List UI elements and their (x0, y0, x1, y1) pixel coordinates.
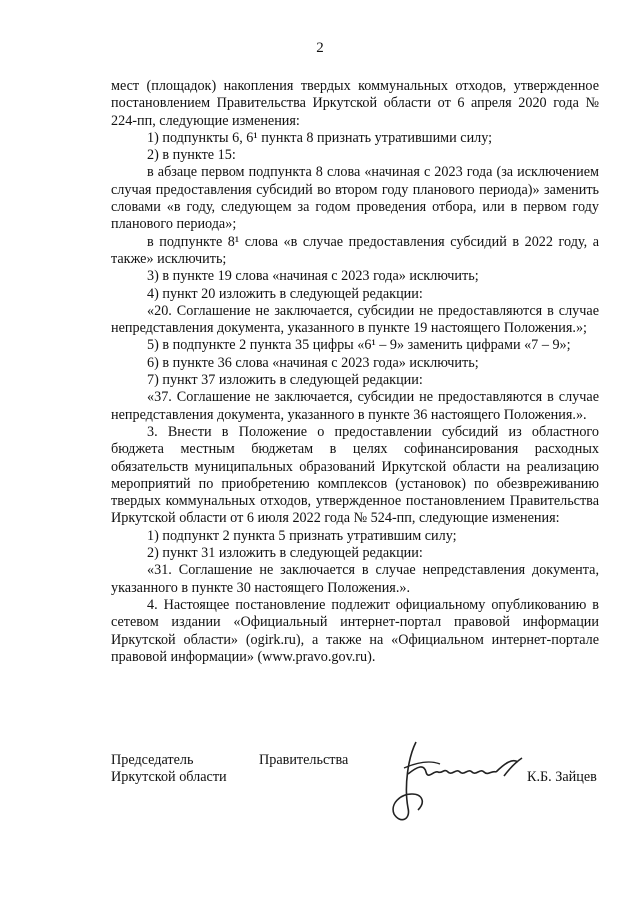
page-number: 2 (316, 40, 324, 56)
paragraph: в абзаце первом подпункта 8 слова «начиная с 2023 года (за исключением случая предоставления субсидий во втором году планового периода)» заменить словами «в году, следующем за годом проведения отбора, или в первом году планового периода»; (111, 164, 599, 233)
paragraph: «37. Соглашение не заключается, субсидии не предоставляются в случае непредставления документа, указанного в пункте 36 настоящего Положения.». (111, 389, 599, 423)
paragraph: «20. Соглашение не заключается, субсидии не предоставляются в случае непредставления документа, указанного в пункте 19 настоящего Положения.»; (111, 302, 599, 337)
paragraph: мест (площадок) накопления твердых коммунальных отходов, утвержденное постановлением Правительства Иркутской области от 6 апреля 2020 года № 224-пп, следующие изменения: (111, 78, 599, 129)
signatory-title-line1: Председатель (111, 752, 194, 768)
signatory-title (111, 752, 227, 786)
document-body (111, 78, 599, 666)
paragraph: 4) пункт 20 изложить в следующей редакции: (147, 285, 423, 302)
paragraph: 3) в пункте 19 слова «начиная с 2023 года» исключить; (147, 268, 479, 285)
paragraph: в подпункте 8¹ слова «в случае предоставления субсидий в 2022 году, а также» исключить; (111, 233, 599, 267)
signatory-name: К.Б. Зайцев (527, 769, 597, 785)
handwritten-signature (378, 728, 528, 828)
paragraph: 4. Настоящее постановление подлежит официальному опубликованию в сетевом издании «Официальный интернет-портал правовой информации Иркутской области» (ogirk.ru), а также на «Официальном интернет-портале правовой информации» (www.pravo.gov.ru). (111, 596, 599, 665)
paragraph: 2) в пункте 15: (147, 147, 236, 164)
paragraph: 5) в подпункте 2 пункта 35 цифры «6¹ – 9» заменить цифрами «7 – 9»; (147, 337, 571, 354)
paragraph: 2) пункт 31 изложить в следующей редакции: (147, 545, 423, 562)
signatory-title-line2: Иркутской области (111, 769, 227, 785)
paragraph: 1) подпункт 2 пункта 5 признать утратившим силу; (147, 527, 457, 544)
paragraph: 1) подпункты 6, 6¹ пункта 8 признать утратившими силу; (147, 129, 493, 146)
paragraph: 7) пункт 37 изложить в следующей редакции: (147, 372, 423, 389)
paragraph: 3. Внести в Положение о предоставлении субсидий из областного бюджета местным бюджетам в целях софинансирования расходных обязательств муниципальных образований Иркутской области на реализацию мероприятий по приобретению комплексов (установок) по обезвреживанию твердых коммунальных отходов, утвержденное постановлением Правительства Иркутской области от 6 июля 2022 года № 524-пп, следующие изменения: (111, 423, 599, 527)
signatory-title-word: Правительства (259, 752, 349, 768)
paragraph: «31. Соглашение не заключается в случае непредставления документа, указанного в пункте 30 настоящего Положения.». (111, 562, 599, 596)
paragraph: 6) в пункте 36 слова «начиная с 2023 года» исключить; (147, 354, 479, 371)
